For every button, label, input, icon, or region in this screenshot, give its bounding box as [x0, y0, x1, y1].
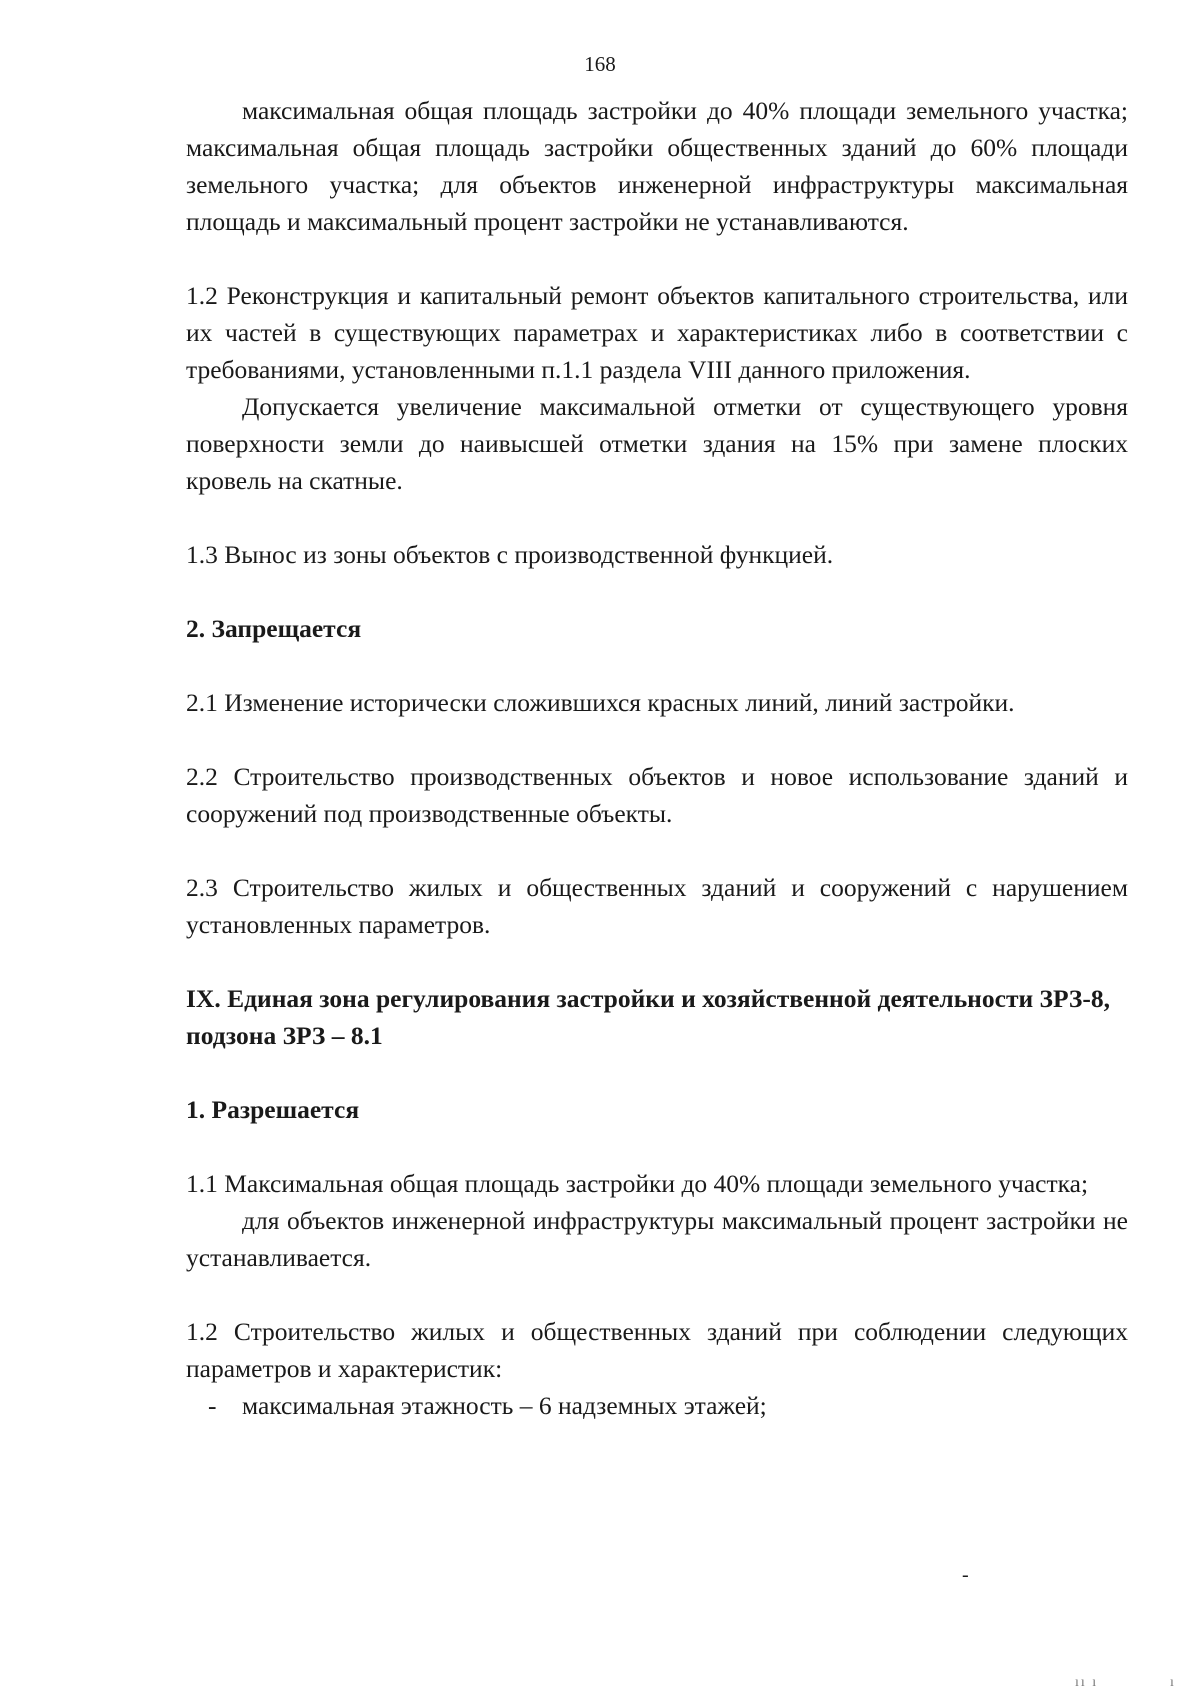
paragraph-1-2-construction: 1.2 Строительство жилых и общественных зданий при соблюдении следующих параметров и характеристик:	[186, 1317, 1128, 1383]
list-item	[186, 1387, 1128, 1424]
paragraph-2-2: 2.2 Строительство производственных объектов и новое использование зданий и сооружений под производственные объекты.	[186, 762, 1128, 828]
stray-dash-mark: -	[962, 1564, 969, 1586]
heading-permitted: 1. Разрешается	[186, 1095, 360, 1124]
paragraph-building-area: максимальная общая площадь застройки до 40% площади земельного участка; максимальная общая площадь застройки общественных зданий до 60% площади земельного участка; для объектов инженерной инфраструктуры максимальная площадь и максимальный процент застройки не устанавливаются.	[186, 96, 1128, 236]
heading-prohibited: 2. Запрещается	[186, 614, 362, 643]
scan-edge-mark: ı	[1170, 1675, 1174, 1690]
section-heading-ix: IX. Единая зона регулирования застройки и хозяйственной деятельности ЗРЗ-8, подзона ЗРЗ – 8.1	[186, 984, 1110, 1050]
paragraph-1-2-reconstruction: 1.2 Реконструкция и капитальный ремонт объектов капитального строительства, или их частей в существующих параметрах и характеристиках либо в соответствии с требованиями, установленными п.1.1 раздела VIII данного приложения.	[186, 281, 1128, 384]
document-body	[186, 92, 1128, 1424]
paragraph-2-3: 2.3 Строительство жилых и общественных зданий и сооружений с нарушением установленных параметров.	[186, 873, 1128, 939]
paragraph-infrastructure: для объектов инженерной инфраструктуры максимальный процент застройки не устанавливается.	[186, 1206, 1128, 1272]
scan-edge-marks: ıı ı	[1075, 1675, 1099, 1690]
page-number: 168	[584, 52, 616, 76]
paragraph-1-1: 1.1 Максимальная общая площадь застройки до 40% площади земельного участка;	[186, 1169, 1089, 1198]
bullet-mark: -	[208, 1391, 217, 1420]
paragraph-2-1: 2.1 Изменение исторически сложившихся красных линий, линий застройки.	[186, 688, 1015, 717]
list-item-text: максимальная этажность – 6 надземных этажей;	[242, 1391, 767, 1420]
paragraph-1-3-removal: 1.3 Вынос из зоны объектов с производственной функцией.	[186, 540, 834, 569]
paragraph-height-increase: Допускается увеличение максимальной отметки от существующего уровня поверхности земли до наивысшей отметки здания на 15% при замене плоских кровель на скатные.	[186, 392, 1128, 495]
